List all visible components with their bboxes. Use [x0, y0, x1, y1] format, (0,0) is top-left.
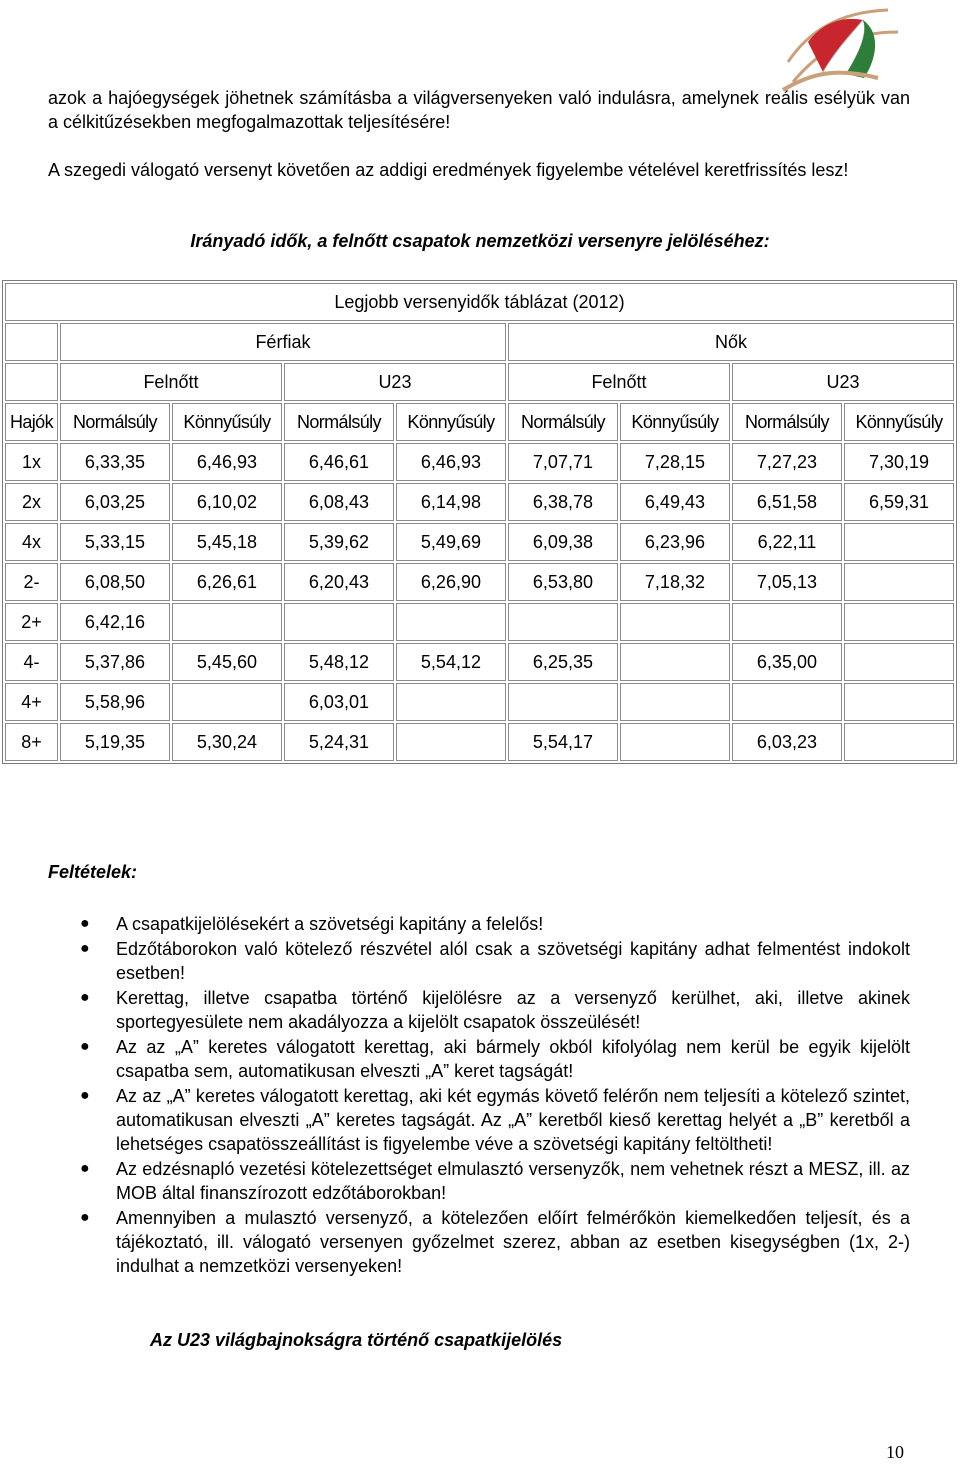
time-cell: 6,49,43: [620, 483, 730, 521]
time-cell: [844, 683, 954, 721]
time-cell: [508, 603, 618, 641]
time-cell: 6,46,61: [284, 443, 394, 481]
time-cell: 6,26,61: [172, 563, 282, 601]
list-item-text: Amennyiben a mulasztó versenyző, a kötelezően előírt felmérőkön kiemelkedően teljesít, és a tájékoztató, ill. válogató versenyen győzelmet szerez, abban az esetben kisegységben (1x, 2-) indulhat a nemzetközi versenyeken!: [116, 1208, 910, 1276]
list-item-text: Kerettag, illetve csapatba történő kijelölésre az a versenyző kerülhet, aki, illetve akinek sportegyesülete nem akadályozza a kijelölt csapatok összeülését!: [116, 988, 910, 1032]
bullet-icon: ●: [80, 989, 90, 1006]
time-cell: 5,24,31: [284, 723, 394, 761]
time-cell: 6,33,35: [60, 443, 170, 481]
boat-cell: 4+: [5, 683, 58, 721]
list-item: [72, 1084, 910, 1156]
table-row: [5, 443, 954, 481]
women-adult-header: Felnőtt: [508, 363, 730, 401]
time-cell: 6,22,11: [732, 523, 842, 561]
time-cell: [620, 603, 730, 641]
weight-class-header: Könnyűsúly: [172, 403, 282, 441]
list-item-text: Az edzésnapló vezetési kötelezettséget elmulasztó versenyzők, nem vehetnek részt a MESZ, ill. az MOB által finanszírozott edzőtáborokban!: [116, 1159, 910, 1203]
u23-section-heading: Az U23 világbajnokságra történő csapatkijelölés: [150, 1330, 563, 1350]
time-cell: 6,08,50: [60, 563, 170, 601]
bullet-icon: ●: [80, 1038, 90, 1055]
weight-class-header: Normálsúly: [732, 403, 842, 441]
time-cell: [620, 643, 730, 681]
men-u23-header: U23: [284, 363, 506, 401]
list-item-text: Edzőtáborokon való kötelező részvétel alól csak a szövetségi kapitány adhat felmentést indokolt esetben!: [116, 939, 910, 983]
time-cell: 6,03,23: [732, 723, 842, 761]
weight-class-header: Normálsúly: [508, 403, 618, 441]
list-item: [72, 937, 910, 985]
time-cell: 6,08,43: [284, 483, 394, 521]
table-row: [5, 603, 954, 641]
time-cell: 6,03,25: [60, 483, 170, 521]
table-row: [5, 723, 954, 761]
time-cell: 6,59,31: [844, 483, 954, 521]
weight-class-header: Könnyűsúly: [844, 403, 954, 441]
table-row: [5, 483, 954, 521]
time-cell: 5,30,24: [172, 723, 282, 761]
time-cell: [172, 683, 282, 721]
time-cell: [620, 683, 730, 721]
time-cell: 5,19,35: [60, 723, 170, 761]
time-cell: 5,54,12: [396, 643, 506, 681]
bullet-icon: ●: [80, 1087, 90, 1104]
weight-class-header: Könnyűsúly: [620, 403, 730, 441]
time-cell: [844, 643, 954, 681]
table-row: [5, 523, 954, 561]
table-row: [5, 643, 954, 681]
results-table: [2, 280, 957, 764]
time-cell: 5,45,60: [172, 643, 282, 681]
oars-with-hungarian-flag-logo: [768, 2, 910, 92]
time-cell: 7,07,71: [508, 443, 618, 481]
list-item-text: A csapatkijelölésekért a szövetségi kapitány a felelős!: [116, 914, 544, 934]
time-cell: 5,45,18: [172, 523, 282, 561]
time-cell: 5,48,12: [284, 643, 394, 681]
section-heading: Irányadó idők, a felnőtt csapatok nemzetközi versenyre jelöléséhez:: [190, 231, 770, 251]
time-cell: 6,09,38: [508, 523, 618, 561]
time-cell: 6,38,78: [508, 483, 618, 521]
table-caption: Legjobb versenyidők táblázat (2012): [5, 283, 954, 321]
list-item-text: Az az „A” keretes válogatott kerettag, aki bármely okból kifolyólag nem kerül be egyik kijelölt csapatba sem, automatikusan elveszti „A” keret tagságát!: [116, 1037, 910, 1081]
list-item: [72, 1035, 910, 1083]
time-cell: 6,46,93: [172, 443, 282, 481]
time-cell: 6,26,90: [396, 563, 506, 601]
list-item: [72, 1206, 910, 1278]
time-cell: 6,35,00: [732, 643, 842, 681]
time-cell: [396, 723, 506, 761]
time-cell: 6,42,16: [60, 603, 170, 641]
time-cell: [732, 683, 842, 721]
table-row: [5, 683, 954, 721]
time-cell: 5,49,69: [396, 523, 506, 561]
weight-class-header: Normálsúly: [60, 403, 170, 441]
table-row: [5, 563, 954, 601]
time-cell: [620, 723, 730, 761]
time-cell: 7,30,19: [844, 443, 954, 481]
boat-cell: 8+: [5, 723, 58, 761]
time-cell: [396, 603, 506, 641]
list-item: [72, 986, 910, 1034]
time-cell: 5,54,17: [508, 723, 618, 761]
intro-paragraph-2: A szegedi válogató versenyt követően az addigi eredmények figyelembe vételével keretfrissítés lesz!: [48, 160, 849, 180]
time-cell: 6,46,93: [396, 443, 506, 481]
time-cell: 7,27,23: [732, 443, 842, 481]
page-number: 10: [886, 1442, 904, 1462]
time-cell: 5,58,96: [60, 683, 170, 721]
bullet-icon: ●: [80, 1209, 90, 1226]
time-cell: [844, 563, 954, 601]
boat-cell: 2+: [5, 603, 58, 641]
time-cell: 5,33,15: [60, 523, 170, 561]
bullet-icon: ●: [80, 1160, 90, 1177]
list-item: [72, 1157, 910, 1205]
boat-cell: 4x: [5, 523, 58, 561]
empty-cell: [5, 323, 58, 361]
bullet-icon: ●: [80, 915, 90, 932]
women-u23-header: U23: [732, 363, 954, 401]
weight-class-header: Normálsúly: [284, 403, 394, 441]
conditions-list: [72, 912, 910, 1279]
weight-class-header: Könnyűsúly: [396, 403, 506, 441]
intro-paragraph-1: azok a hajóegységek jöhetnek számításba a világversenyeken való indulásra, amelynek reális esélyük van a célkitűzésekben megfogalmazottak teljesítésére!: [48, 88, 910, 132]
boat-cell: 4-: [5, 643, 58, 681]
time-cell: 6,10,02: [172, 483, 282, 521]
time-cell: 6,51,58: [732, 483, 842, 521]
empty-cell: [5, 363, 58, 401]
women-header: Nők: [508, 323, 954, 361]
men-header: Férfiak: [60, 323, 506, 361]
bullet-icon: ●: [80, 940, 90, 957]
time-cell: 6,03,01: [284, 683, 394, 721]
time-cell: [732, 603, 842, 641]
time-cell: 6,20,43: [284, 563, 394, 601]
time-cell: 6,53,80: [508, 563, 618, 601]
time-cell: 7,18,32: [620, 563, 730, 601]
time-cell: 7,28,15: [620, 443, 730, 481]
time-cell: [396, 683, 506, 721]
boats-column-header: Hajók: [5, 403, 58, 441]
list-item-text: Az az „A” keretes válogatott kerettag, aki két egymás követő felérőn nem teljesíti a kötelező szintet, automatikusan elveszti „A” keretes tagságát. Az „A” keretből kieső kerettag helyét a „B” keretből a lehetséges csapatösszeállítást is figyelembe véve a szövetségi kapitány feltöltheti!: [116, 1086, 910, 1154]
men-adult-header: Felnőtt: [60, 363, 282, 401]
time-cell: 6,14,98: [396, 483, 506, 521]
time-cell: 5,39,62: [284, 523, 394, 561]
conditions-title: Feltételek:: [48, 862, 138, 882]
time-cell: 6,25,35: [508, 643, 618, 681]
time-cell: 7,05,13: [732, 563, 842, 601]
boat-cell: 1x: [5, 443, 58, 481]
time-cell: [508, 683, 618, 721]
time-cell: 6,23,96: [620, 523, 730, 561]
time-cell: [844, 603, 954, 641]
boat-cell: 2-: [5, 563, 58, 601]
time-cell: 5,37,86: [60, 643, 170, 681]
time-cell: [172, 603, 282, 641]
boat-cell: 2x: [5, 483, 58, 521]
time-cell: [284, 603, 394, 641]
time-cell: [844, 523, 954, 561]
federation-logo: [768, 2, 910, 92]
time-cell: [844, 723, 954, 761]
list-item: [72, 912, 910, 936]
